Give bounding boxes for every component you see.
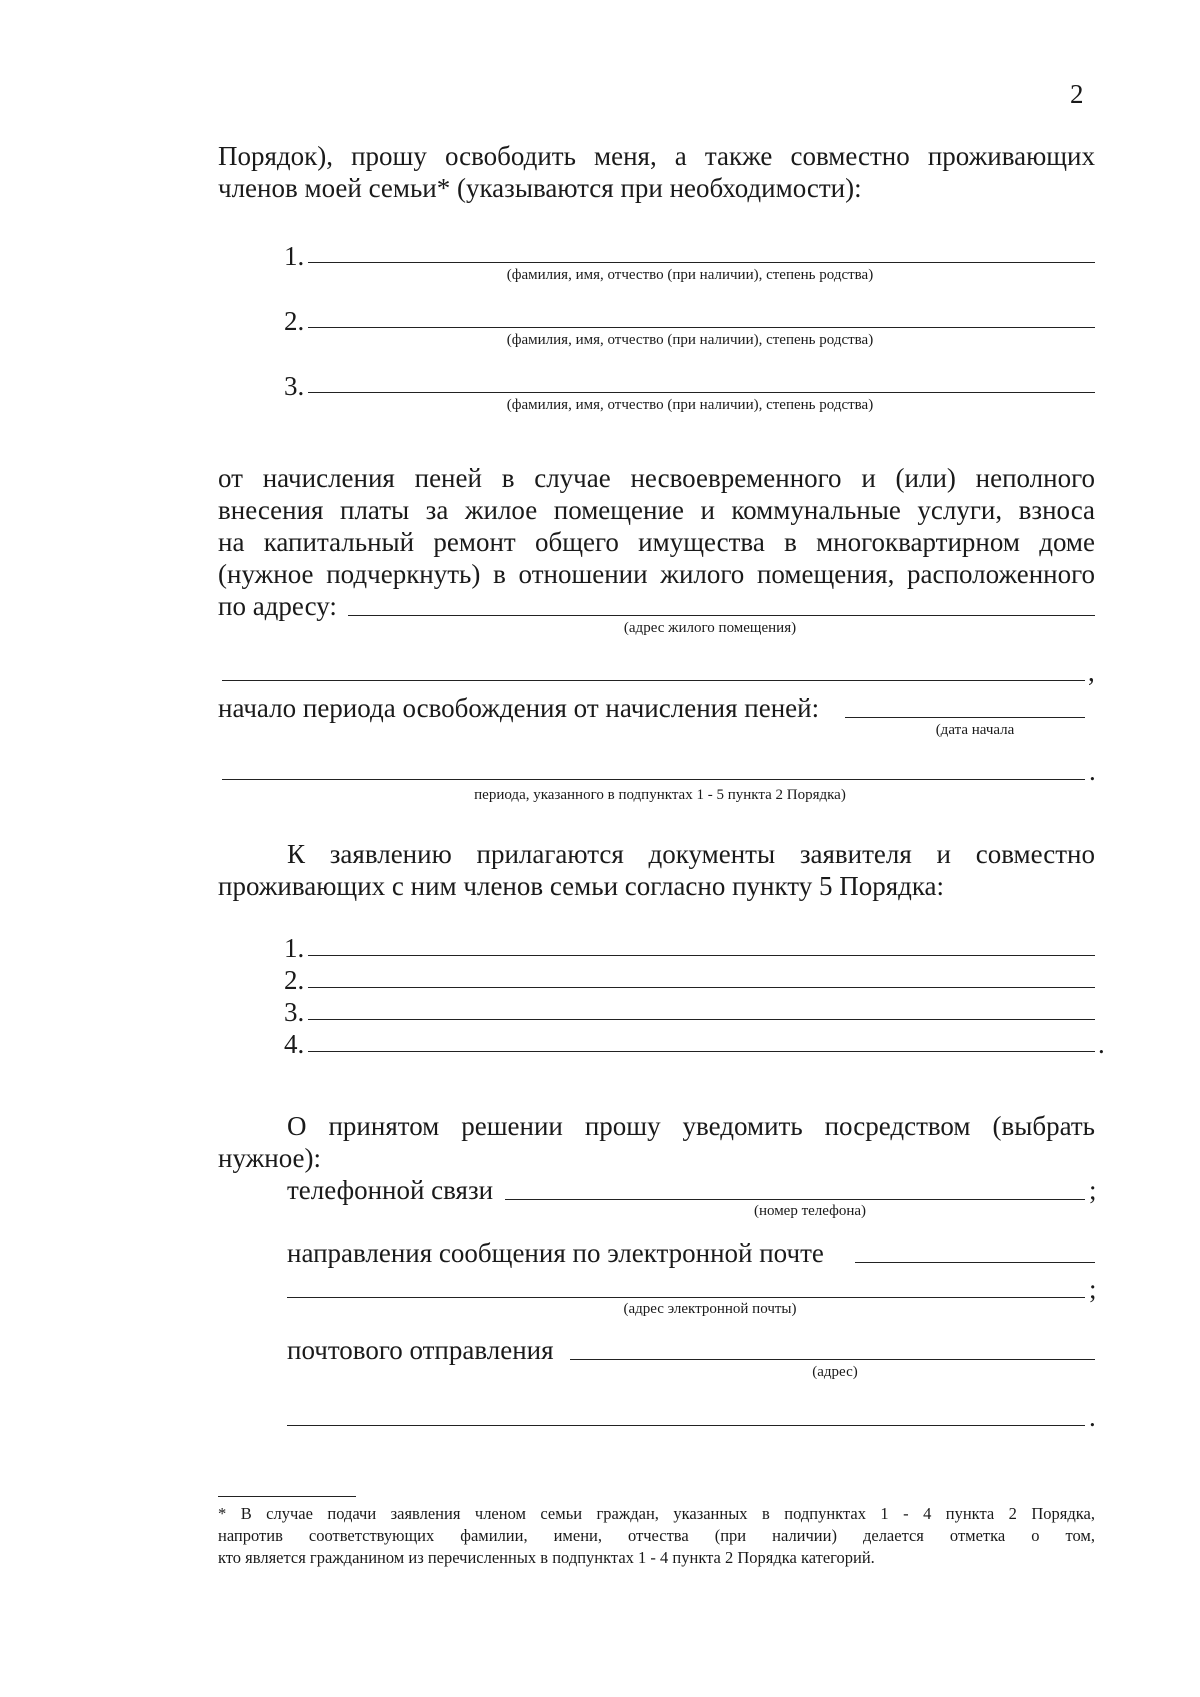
- footnote-separator: [218, 1496, 356, 1497]
- address-caption: (адрес жилого помещения): [623, 620, 797, 636]
- page-number: 2: [1070, 79, 1084, 109]
- exemption-line-2: внесения платы за жилое помещение и коммунальные услуги, взноса: [218, 495, 1095, 525]
- post-caption: (адрес): [812, 1364, 858, 1380]
- email-label: направления сообщения по электронной почте: [287, 1238, 824, 1268]
- post-end: .: [1089, 1402, 1096, 1432]
- phone-field[interactable]: [505, 1199, 1085, 1200]
- exemption-line-3: на капитальный ремонт общего имущества в многоквартирном доме: [218, 527, 1095, 557]
- phone-end: ;: [1089, 1175, 1097, 1205]
- address-end-comma: ,: [1088, 657, 1095, 687]
- intro-line-1: Порядок), прошу освободить меня, а также совместно проживающих: [218, 141, 1095, 171]
- family-member-3-number: 3.: [284, 371, 305, 401]
- document-3-field[interactable]: [308, 1019, 1095, 1020]
- document-2-number: 2.: [284, 965, 305, 995]
- period-caption-end: периода, указанного в подпунктах 1 - 5 пункта 2 Порядка): [474, 787, 846, 803]
- email-caption: (адрес электронной почты): [623, 1301, 797, 1317]
- footnote-line-2: напротив соответствующих фамилии, имени, отчества (при наличии) делается отметка о том,: [218, 1526, 1095, 1545]
- family-member-3-field[interactable]: [308, 392, 1095, 393]
- notification-line-2: нужное):: [218, 1143, 322, 1173]
- document-4-field[interactable]: [308, 1051, 1095, 1052]
- footnote-line-3: кто является гражданином из перечисленных в подпунктах 1 - 4 пункта 2 Порядка категорий.: [218, 1548, 875, 1567]
- document-3-number: 3.: [284, 997, 305, 1027]
- email-end: ;: [1089, 1274, 1097, 1304]
- footnote-line-1: * В случае подачи заявления членом семьи граждан, указанных в подпунктах 1 - 4 пункта 2 Порядка,: [218, 1504, 1095, 1523]
- family-member-1-number: 1.: [284, 241, 305, 271]
- email-field-continuation[interactable]: [287, 1297, 1085, 1298]
- post-field[interactable]: [570, 1359, 1095, 1360]
- period-start-field[interactable]: [845, 717, 1085, 718]
- email-field[interactable]: [855, 1262, 1095, 1263]
- family-member-2-number: 2.: [284, 306, 305, 336]
- documents-end-dot: .: [1098, 1029, 1105, 1059]
- phone-label: телефонной связи: [287, 1175, 494, 1205]
- period-start-field-continuation[interactable]: [222, 779, 1085, 780]
- exemption-line-4: (нужное подчеркнуть) в отношении жилого помещения, расположенного: [218, 559, 1095, 589]
- post-field-continuation[interactable]: [287, 1425, 1085, 1426]
- family-member-2-field[interactable]: [308, 327, 1095, 328]
- notification-line-1: О принятом решении прошу уведомить посредством (выбрать: [287, 1111, 1095, 1141]
- family-member-2-caption: (фамилия, имя, отчество (при наличии), степень родства): [506, 332, 874, 348]
- family-member-3-caption: (фамилия, имя, отчество (при наличии), степень родства): [506, 397, 874, 413]
- post-label: почтового отправления: [287, 1335, 554, 1365]
- phone-caption: (номер телефона): [753, 1203, 867, 1219]
- address-label: по адресу:: [218, 591, 337, 621]
- document-1-number: 1.: [284, 933, 305, 963]
- address-field-continuation[interactable]: [222, 680, 1085, 681]
- period-label: начало периода освобождения от начисления пеней:: [218, 693, 820, 723]
- intro-line-2: членов моей семьи* (указываются при необходимости):: [218, 173, 862, 203]
- address-field[interactable]: [348, 615, 1095, 616]
- period-caption-start: (дата начала: [935, 722, 1015, 738]
- exemption-line-1: от начисления пеней в случае несвоевременного и (или) неполного: [218, 463, 1095, 493]
- document-2-field[interactable]: [308, 987, 1095, 988]
- document-1-field[interactable]: [308, 955, 1095, 956]
- family-member-1-field[interactable]: [308, 262, 1095, 263]
- period-end-dot: .: [1089, 756, 1096, 786]
- documents-line-1: К заявлению прилагаются документы заявителя и совместно: [287, 839, 1095, 869]
- family-member-1-caption: (фамилия, имя, отчество (при наличии), степень родства): [506, 267, 874, 283]
- document-4-number: 4.: [284, 1029, 305, 1059]
- documents-line-2: проживающих с ним членов семьи согласно пункту 5 Порядка:: [218, 871, 945, 901]
